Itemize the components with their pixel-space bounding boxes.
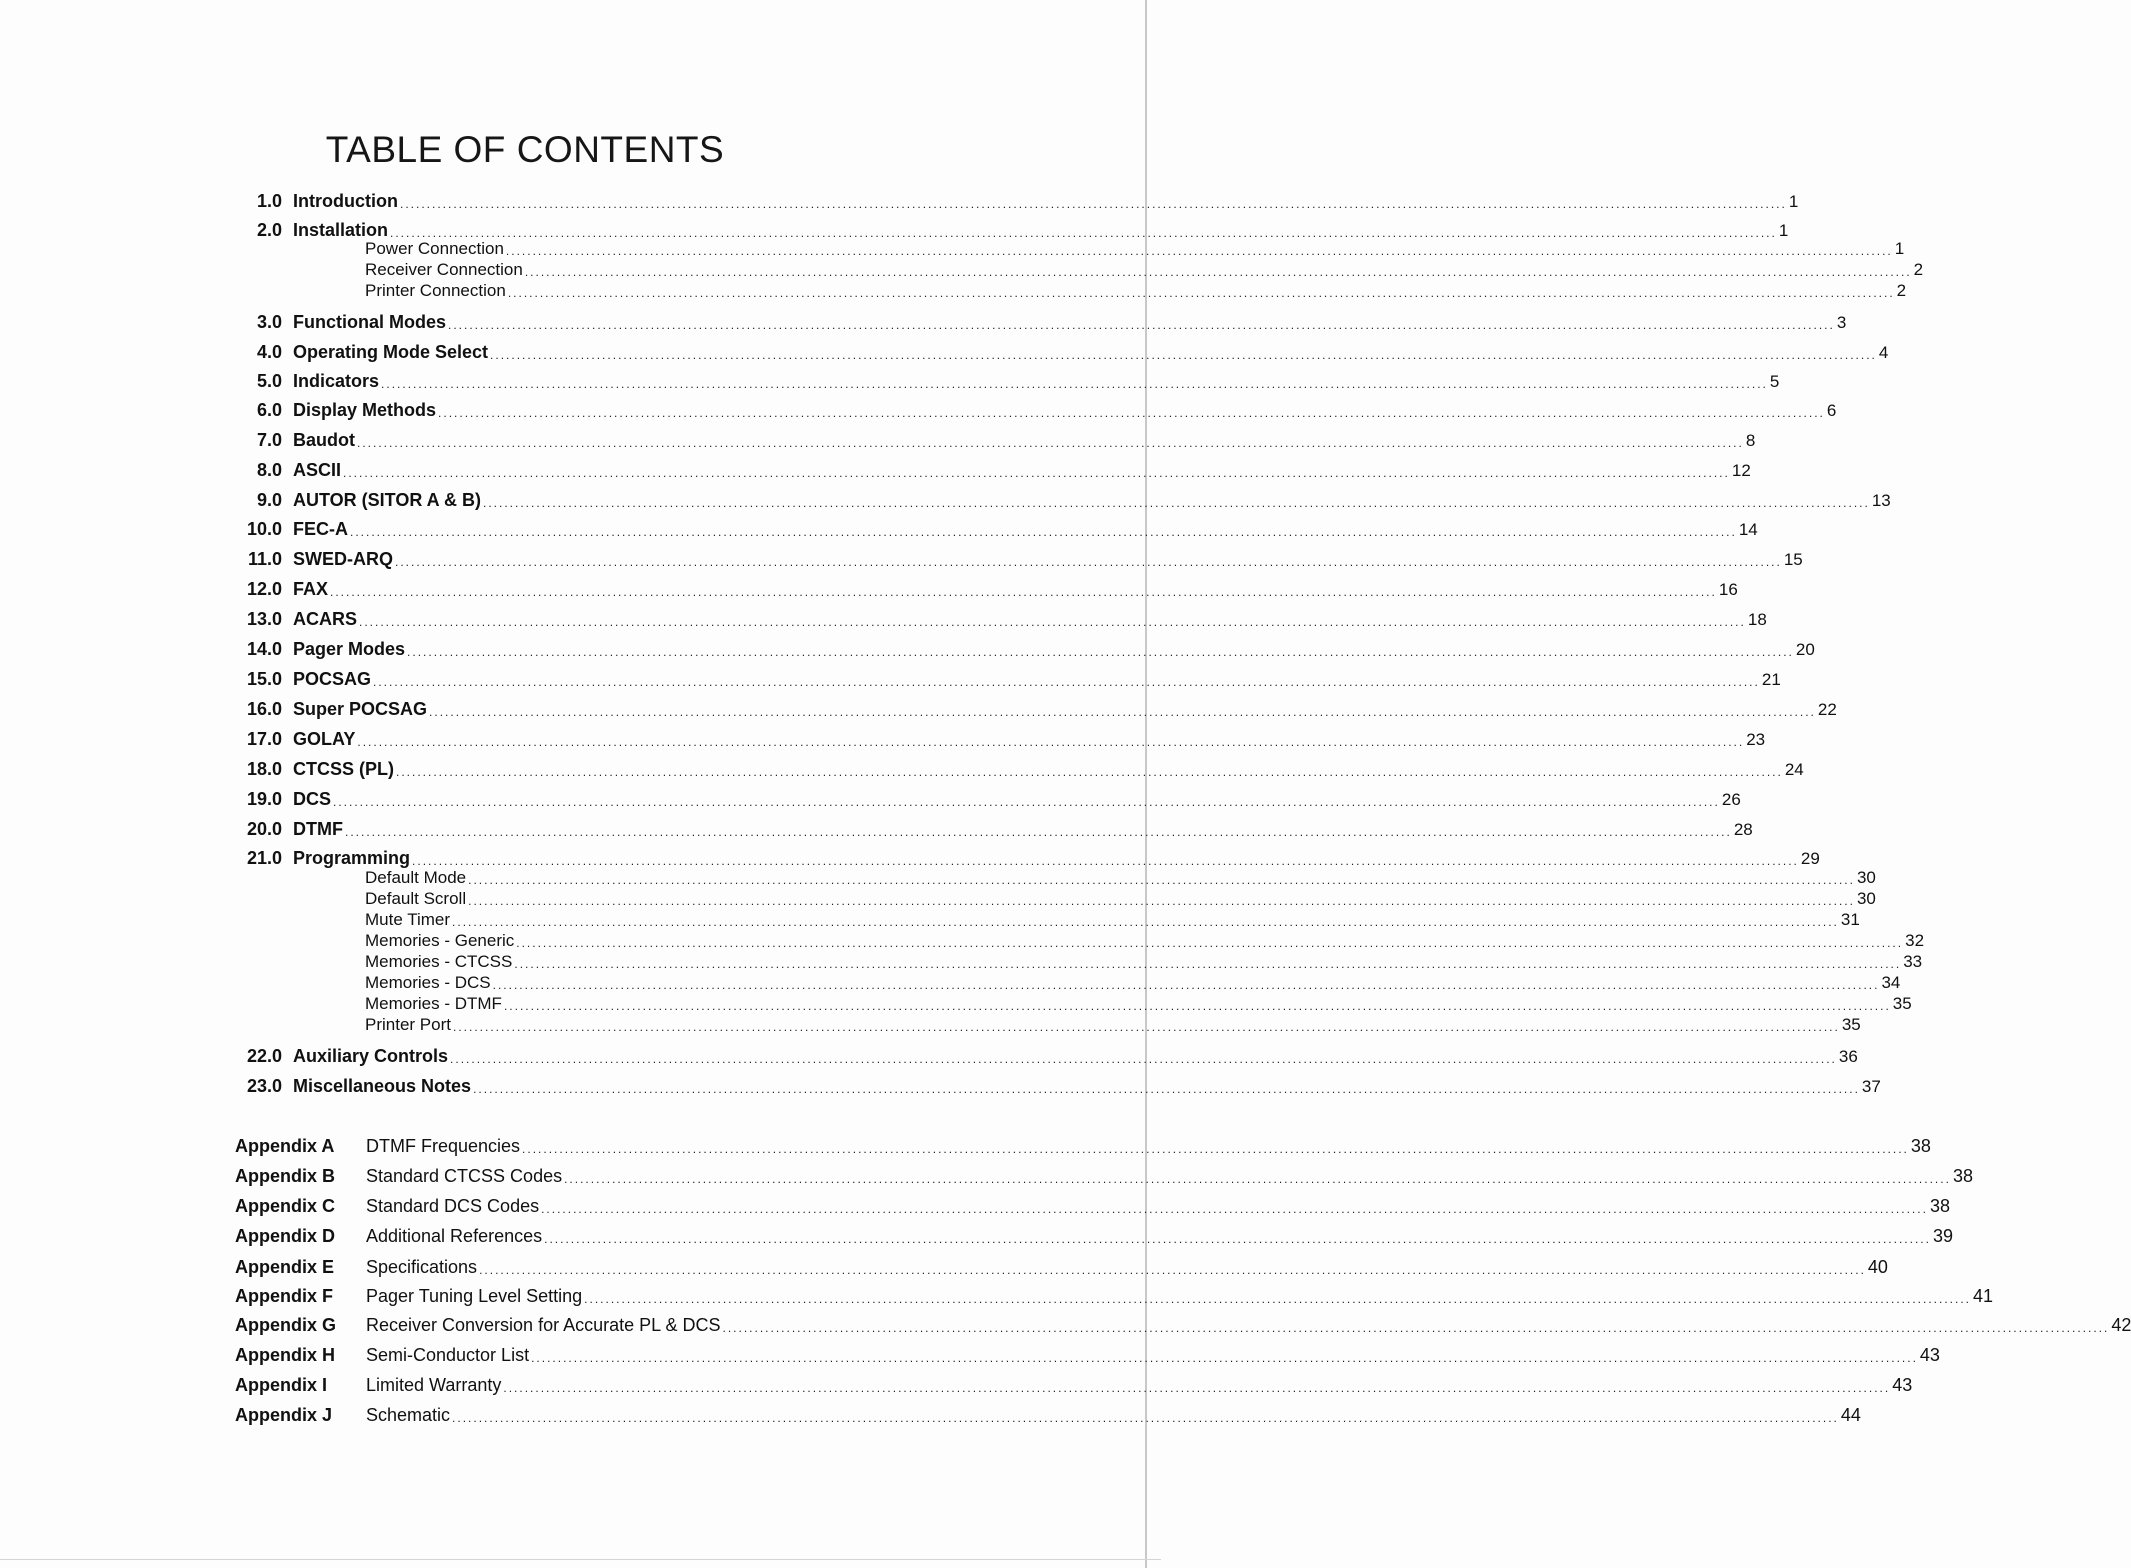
dot-leader: ....................................................................................................................................................................................................................................................................	[343, 466, 1730, 480]
section-title: ACARS	[293, 609, 358, 629]
page-number: 38	[1952, 1166, 1973, 1186]
section-title: Display Methods	[293, 400, 437, 420]
page-number: 44	[1840, 1405, 1861, 1425]
subsection-title: Mute Timer	[365, 910, 451, 929]
subsection-title: Printer Port	[365, 1015, 451, 1034]
dot-leader: ....................................................................................................................................................................................................................................................................	[490, 348, 1877, 362]
page-number: 30	[1856, 868, 1876, 887]
page-number: 37	[1861, 1077, 1881, 1096]
entry-line	[366, 1166, 1973, 1186]
appendix-title: Semi-Conductor List	[366, 1345, 530, 1365]
page-number: 42	[2111, 1315, 2131, 1335]
dot-leader: ....................................................................................................................................................................................................................................................................	[390, 226, 1777, 240]
page-number: 4	[1878, 343, 1889, 362]
page-number: 1	[1894, 239, 1905, 258]
toc-entry[interactable]	[0, 724, 1766, 749]
toc-entry[interactable]	[0, 455, 1751, 480]
dot-leader: ....................................................................................................................................................................................................................................................................	[722, 1321, 2110, 1335]
dot-leader: ....................................................................................................................................................................................................................................................................	[452, 1020, 1840, 1034]
toc-entry[interactable]	[0, 337, 1889, 362]
entry-line	[365, 931, 1925, 950]
toc-subentry[interactable]	[365, 279, 1907, 300]
appendix-entry[interactable]	[235, 1340, 1940, 1365]
appendix-label: Appendix A	[235, 1136, 335, 1156]
appendix-label: Appendix J	[235, 1405, 333, 1425]
page-number: 14	[1738, 520, 1758, 539]
toc-subentry[interactable]	[365, 887, 1876, 908]
entry-line	[365, 973, 1901, 992]
section-title: Indicators	[293, 371, 380, 391]
section-number: 8.0	[256, 460, 282, 480]
entry-line	[293, 460, 1751, 480]
section-number: 21.0	[246, 848, 282, 868]
subsection-title: Memories - CTCSS	[365, 952, 513, 971]
dot-leader: ....................................................................................................................................................................................................................................................................	[564, 1172, 1951, 1186]
entry-line	[293, 729, 1766, 749]
section-number: 5.0	[256, 371, 282, 391]
dot-leader: ....................................................................................................................................................................................................................................................................	[514, 957, 1902, 971]
dot-leader: ....................................................................................................................................................................................................................................................................	[407, 645, 1794, 659]
appendix-title: DTMF Frequencies	[366, 1136, 521, 1156]
page-number: 23	[1746, 730, 1766, 749]
section-title: POCSAG	[293, 669, 372, 689]
appendix-entry[interactable]	[235, 1281, 1994, 1306]
toc-entry[interactable]	[0, 395, 1837, 420]
entry-line	[293, 371, 1780, 391]
toc-entry[interactable]	[0, 784, 1741, 809]
page-number: 36	[1838, 1047, 1858, 1066]
page-number: 24	[1784, 760, 1804, 779]
section-number: 6.0	[256, 400, 282, 420]
section-title: Pager Modes	[293, 639, 406, 659]
page-number: 22	[1817, 700, 1837, 719]
entry-line	[366, 1405, 1861, 1425]
entry-line	[293, 848, 1820, 868]
entry-line	[366, 1286, 1994, 1306]
section-title: Miscellaneous Notes	[293, 1076, 472, 1096]
entry-line	[293, 669, 1781, 689]
dot-leader: ....................................................................................................................................................................................................................................................................	[468, 894, 1855, 908]
toc-subentry[interactable]	[365, 971, 1901, 992]
appendix-label: Appendix I	[235, 1375, 328, 1395]
entry-line	[366, 1196, 1950, 1216]
appendix-title: Standard DCS Codes	[366, 1196, 540, 1216]
page-number: 41	[1973, 1286, 1994, 1306]
section-number: 4.0	[256, 342, 282, 362]
entry-line	[365, 281, 1907, 300]
toc-entry[interactable]	[0, 843, 1820, 868]
dot-leader: ....................................................................................................................................................................................................................................................................	[505, 244, 1893, 258]
dot-leader: ....................................................................................................................................................................................................................................................................	[344, 825, 1732, 839]
toc-entry[interactable]	[0, 485, 1891, 510]
entry-line	[366, 1226, 1953, 1246]
page-number: 1	[1778, 221, 1789, 240]
dot-leader: ....................................................................................................................................................................................................................................................................	[503, 1381, 1891, 1395]
appendix-label: Appendix C	[235, 1196, 336, 1216]
entry-line	[293, 609, 1767, 629]
section-number: 14.0	[246, 639, 282, 659]
toc-subentry[interactable]	[365, 950, 1923, 971]
section-number: 19.0	[246, 789, 282, 809]
dot-leader: ....................................................................................................................................................................................................................................................................	[524, 265, 1912, 279]
entry-line	[366, 1136, 1931, 1156]
section-number: 2.0	[256, 220, 282, 240]
subsection-title: Power Connection	[365, 239, 504, 258]
appendix-label: Appendix G	[235, 1315, 337, 1335]
entry-line	[293, 579, 1738, 599]
entry-line	[366, 1375, 1913, 1395]
section-title: Introduction	[293, 191, 398, 211]
subsection-title: Receiver Connection	[365, 260, 523, 279]
page-number: 5	[1769, 372, 1780, 391]
section-number: 11.0	[247, 549, 282, 569]
page-number: 35	[1841, 1015, 1861, 1034]
section-title: Operating Mode Select	[293, 342, 489, 362]
page-number: 40	[1867, 1257, 1888, 1277]
entry-line	[293, 549, 1803, 569]
toc-entry[interactable]	[0, 215, 1789, 240]
section-number: 15.0	[246, 669, 282, 689]
dot-leader: ....................................................................................................................................................................................................................................................................	[531, 1351, 1918, 1365]
page-number: 43	[1892, 1375, 1913, 1395]
section-title: ASCII	[293, 460, 342, 480]
section-title: DTMF	[293, 819, 343, 839]
section-number: 10.0	[246, 519, 282, 539]
appendix-label: Appendix E	[235, 1257, 335, 1277]
page-number: 13	[1871, 491, 1891, 510]
appendix-entry[interactable]	[235, 1221, 1953, 1246]
appendix-entry[interactable]	[235, 1252, 1888, 1277]
toc-subentry[interactable]	[365, 237, 1905, 258]
dot-leader: ....................................................................................................................................................................................................................................................................	[412, 854, 1799, 868]
dot-leader: ....................................................................................................................................................................................................................................................................	[483, 496, 1870, 510]
dot-leader: ....................................................................................................................................................................................................................................................................	[492, 978, 1880, 992]
section-number: 3.0	[256, 312, 282, 332]
page-title: TABLE OF CONTENTS	[325, 128, 725, 170]
entry-line	[293, 400, 1837, 420]
toc-entry[interactable]	[0, 694, 1837, 719]
page-number: 15	[1783, 550, 1803, 569]
page-number: 33	[1903, 952, 1923, 971]
section-title: Auxiliary Controls	[293, 1046, 449, 1066]
dot-leader: ....................................................................................................................................................................................................................................................................	[399, 197, 1787, 211]
entry-line	[366, 1315, 2131, 1335]
appendix-label: Appendix H	[235, 1345, 336, 1365]
appendix-title: Pager Tuning Level Setting	[366, 1286, 583, 1306]
appendix-title: Standard CTCSS Codes	[366, 1166, 563, 1186]
section-title: Functional Modes	[293, 312, 446, 332]
dot-leader: ....................................................................................................................................................................................................................................................................	[516, 936, 1904, 950]
dot-leader: ....................................................................................................................................................................................................................................................................	[507, 286, 1895, 300]
page-number: 21	[1761, 670, 1781, 689]
page-number: 3	[1836, 313, 1847, 332]
entry-line	[365, 1015, 1861, 1034]
page-number: 31	[1840, 910, 1860, 929]
dot-leader: ....................................................................................................................................................................................................................................................................	[359, 615, 1746, 629]
entry-line	[365, 994, 1912, 1013]
page-number: 20	[1795, 640, 1815, 659]
section-number: 9.0	[256, 490, 282, 510]
section-title: Programming	[293, 848, 411, 868]
appendix-label: Appendix F	[235, 1286, 333, 1306]
page-number: 34	[1881, 973, 1901, 992]
appendix-title: Specifications	[366, 1257, 478, 1277]
dot-leader: ....................................................................................................................................................................................................................................................................	[396, 765, 1783, 779]
dot-leader: ....................................................................................................................................................................................................................................................................	[381, 377, 1768, 391]
toc-entry[interactable]	[0, 1071, 1881, 1096]
section-title: CTCSS (PL)	[293, 759, 394, 779]
appendix-label: Appendix B	[235, 1166, 336, 1186]
page-number: 18	[1747, 610, 1767, 629]
dot-leader: ....................................................................................................................................................................................................................................................................	[357, 436, 1744, 450]
section-number: 23.0	[246, 1076, 282, 1096]
entry-line	[365, 239, 1905, 258]
section-title: DCS	[293, 789, 332, 809]
section-number: 12.0	[246, 579, 282, 599]
section-number: 7.0	[256, 430, 282, 450]
section-title: AUTOR (SITOR A & B)	[293, 490, 481, 510]
page-bottom-line	[0, 1559, 1161, 1560]
appendix-label: Appendix D	[235, 1226, 336, 1246]
dot-leader: ....................................................................................................................................................................................................................................................................	[522, 1142, 1909, 1156]
entry-line	[293, 430, 1756, 450]
dot-leader: ....................................................................................................................................................................................................................................................................	[541, 1202, 1928, 1216]
dot-leader: ....................................................................................................................................................................................................................................................................	[503, 999, 1891, 1013]
appendix-entry[interactable]	[235, 1131, 1931, 1156]
section-number: 17.0	[246, 729, 282, 749]
page-number: 1	[1788, 192, 1799, 211]
toc-entry[interactable]	[0, 754, 1804, 779]
entry-line	[366, 1257, 1888, 1277]
dot-leader: ....................................................................................................................................................................................................................................................................	[452, 915, 1839, 929]
toc-entry[interactable]	[0, 425, 1756, 450]
entry-line	[293, 312, 1847, 332]
dot-leader: ....................................................................................................................................................................................................................................................................	[584, 1292, 1971, 1306]
section-title: FEC-A	[293, 519, 348, 539]
dot-leader: ....................................................................................................................................................................................................................................................................	[473, 1082, 1860, 1096]
page-number: 38	[1910, 1136, 1931, 1156]
entry-line	[293, 342, 1889, 362]
dot-leader: ....................................................................................................................................................................................................................................................................	[333, 795, 1720, 809]
entry-line	[365, 889, 1876, 908]
toc-subentry[interactable]	[365, 1013, 1861, 1034]
toc-subentry[interactable]	[365, 866, 1876, 887]
appendix-title: Receiver Conversion for Accurate PL & DCS	[366, 1315, 721, 1335]
entry-line	[293, 1076, 1881, 1096]
section-number: 1.0	[256, 191, 282, 211]
subsection-title: Memories - DCS	[365, 973, 491, 992]
dot-leader: ....................................................................................................................................................................................................................................................................	[438, 406, 1825, 420]
page-number: 6	[1826, 401, 1837, 420]
page-number: 28	[1733, 820, 1753, 839]
page-number: 12	[1731, 461, 1751, 480]
subsection-title: Memories - Generic	[365, 931, 515, 950]
appendix-entry[interactable]	[235, 1191, 1950, 1216]
entry-line	[293, 191, 1799, 211]
entry-line	[293, 789, 1741, 809]
section-title: Super POCSAG	[293, 699, 428, 719]
dot-leader: ....................................................................................................................................................................................................................................................................	[448, 318, 1835, 332]
dot-leader: ....................................................................................................................................................................................................................................................................	[452, 1411, 1839, 1425]
dot-leader: ....................................................................................................................................................................................................................................................................	[373, 675, 1760, 689]
toc-subentry[interactable]	[365, 908, 1860, 929]
subsection-title: Memories - DTMF	[365, 994, 502, 1013]
entry-line	[365, 868, 1876, 887]
entry-line	[293, 490, 1891, 510]
toc-subentry[interactable]	[365, 929, 1925, 950]
dot-leader: ....................................................................................................................................................................................................................................................................	[330, 585, 1717, 599]
entry-line	[293, 759, 1804, 779]
page-number: 8	[1745, 431, 1756, 450]
toc-entry[interactable]	[0, 604, 1767, 629]
page-number: 43	[1919, 1345, 1940, 1365]
page-number: 16	[1718, 580, 1738, 599]
appendix-entry[interactable]	[235, 1370, 1913, 1395]
page-number: 39	[1932, 1226, 1953, 1246]
page-number: 32	[1905, 931, 1925, 950]
section-title: FAX	[293, 579, 329, 599]
toc-entry[interactable]	[0, 544, 1803, 569]
entry-line	[293, 699, 1837, 719]
toc-entry[interactable]	[0, 1041, 1858, 1066]
dot-leader: ....................................................................................................................................................................................................................................................................	[450, 1052, 1837, 1066]
dot-leader: ....................................................................................................................................................................................................................................................................	[357, 735, 1745, 749]
appendix-title: Limited Warranty	[366, 1375, 502, 1395]
toc-entry[interactable]	[0, 634, 1815, 659]
dot-leader: ....................................................................................................................................................................................................................................................................	[468, 873, 1855, 887]
section-title: GOLAY	[293, 729, 356, 749]
subsection-title: Printer Connection	[365, 281, 506, 300]
section-number: 16.0	[246, 699, 282, 719]
section-title: SWED-ARQ	[293, 549, 393, 569]
page-number: 38	[1929, 1196, 1950, 1216]
entry-line	[365, 260, 1924, 279]
appendix-entry[interactable]	[235, 1161, 1973, 1186]
section-title: Baudot	[293, 430, 355, 450]
toc-subentry[interactable]	[365, 992, 1912, 1013]
section-number: 13.0	[246, 609, 282, 629]
entry-line	[293, 1046, 1858, 1066]
toc-entry[interactable]	[0, 307, 1847, 332]
page-number: 30	[1856, 889, 1876, 908]
appendix-entry[interactable]	[235, 1400, 1861, 1425]
section-number: 20.0	[246, 819, 282, 839]
entry-line	[293, 819, 1753, 839]
dot-leader: ....................................................................................................................................................................................................................................................................	[429, 705, 1816, 719]
toc-entry[interactable]	[0, 514, 1758, 539]
subsection-title: Default Scroll	[365, 889, 467, 908]
dot-leader: ....................................................................................................................................................................................................................................................................	[395, 555, 1782, 569]
toc-entry[interactable]	[0, 814, 1753, 839]
entry-line	[293, 519, 1758, 539]
toc-entry[interactable]	[0, 664, 1781, 689]
section-number: 18.0	[246, 759, 282, 779]
appendix-entry[interactable]	[235, 1310, 2131, 1335]
dot-leader: ....................................................................................................................................................................................................................................................................	[479, 1263, 1866, 1277]
toc-entry[interactable]	[0, 574, 1738, 599]
entry-line	[365, 952, 1923, 971]
page-number: 35	[1892, 994, 1912, 1013]
toc-entry[interactable]	[0, 186, 1799, 211]
page-number: 2	[1913, 260, 1924, 279]
appendix-title: Additional References	[366, 1226, 543, 1246]
page-number: 29	[1800, 849, 1820, 868]
dot-leader: ....................................................................................................................................................................................................................................................................	[544, 1232, 1931, 1246]
appendix-title: Schematic	[366, 1405, 451, 1425]
section-title: Installation	[293, 220, 389, 240]
toc-entry[interactable]	[0, 366, 1780, 391]
subsection-title: Default Mode	[365, 868, 467, 887]
entry-line	[293, 639, 1815, 659]
entry-line	[366, 1345, 1940, 1365]
toc-subentry[interactable]	[365, 258, 1924, 279]
section-number: 22.0	[246, 1046, 282, 1066]
page-number: 26	[1721, 790, 1741, 809]
dot-leader: ....................................................................................................................................................................................................................................................................	[350, 525, 1737, 539]
page-number: 2	[1896, 281, 1907, 300]
entry-line	[365, 910, 1860, 929]
